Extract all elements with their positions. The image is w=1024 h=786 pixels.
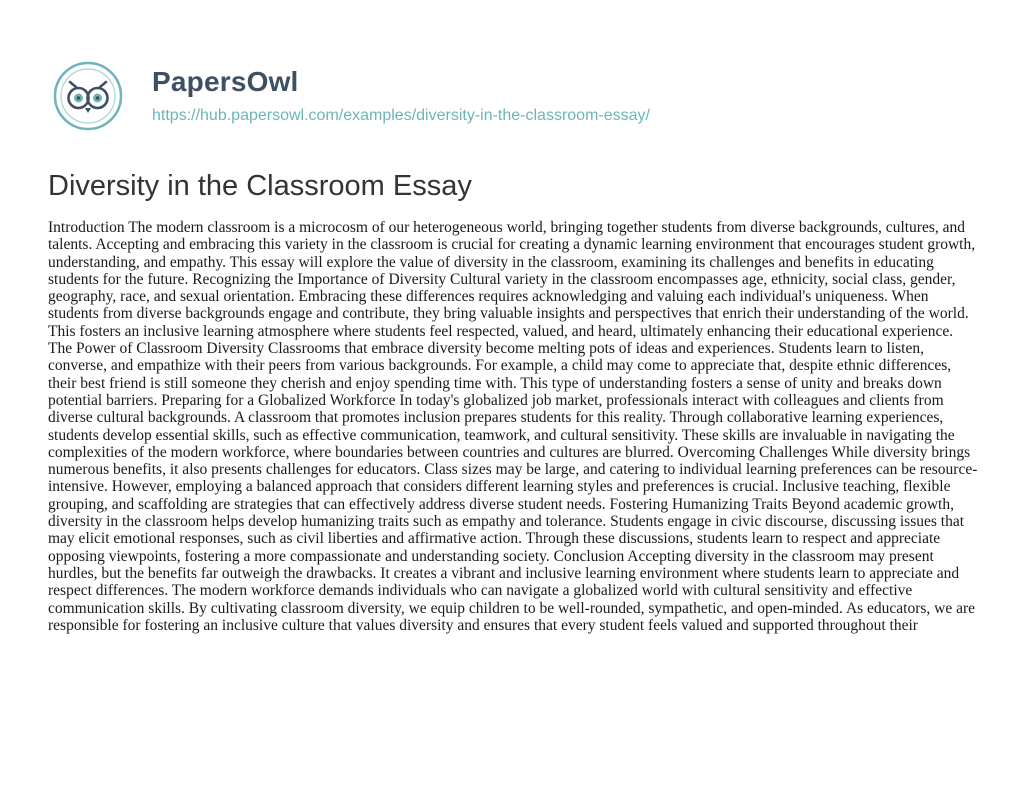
brand-block bbox=[152, 66, 650, 126]
owl-logo-icon[interactable] bbox=[48, 60, 128, 132]
brand-name[interactable]: PapersOwl bbox=[152, 66, 299, 97]
essay-title: Diversity in the Classroom Essay bbox=[48, 170, 472, 202]
essay-body: Introduction The modern classroom is a microcosm of our heterogeneous world, bringing together students from diverse backgrounds, cultures, and talents. Accepting and embracing this variety in the classroom is crucial for creating a dynamic learning environment that encourages student growth, understanding, and empathy. This essay will explore the value of diversity in the classroom, examining its challenges and benefits in educating students for the future. Recognizing the Importance of Diversity Cultural variety in the classroom encompasses age, ethnicity, social class, gender, geography, race, and sexual orientation. Embracing these differences requires acknowledging and valuing each individual's uniqueness. When students from diverse backgrounds engage and contribute, they bring valuable insights and perspectives that enrich their understanding of the world. This fosters an inclusive learning atmosphere where students feel respected, valued, and heard, ultimately enhancing their educational experience. The Power of Classroom Diversity Classrooms that embrace diversity become melting pots of ideas and experiences. Students learn to listen, converse, and empathize with their peers from various backgrounds. For example, a child may come to appreciate that, despite ethnic differences, their best friend is still someone they cherish and enjoy spending time with. This type of understanding fosters a sense of unity and breaks down potential barriers. Preparing for a Globalized Workforce In today's globalized job market, professionals interact with colleagues and clients from diverse cultural backgrounds. A classroom that promotes inclusion prepares students for this reality. Through collaborative learning experiences, students develop essential skills, such as effective communication, teamwork, and cultural sensitivity. These skills are invaluable in navigating the complexities of the modern workforce, where boundaries between countries and cultures are blurred. Overcoming Challenges While diversity brings numerous benefits, it also presents challenges for educators. Class sizes may be large, and catering to individual learning preferences can be resource-intensive. However, employing a balanced approach that considers different learning styles and preferences is crucial. Inclusive teaching, flexible grouping, and scaffolding are strategies that can effectively address diverse student needs. Fostering Humanizing Traits Beyond academic growth, diversity in the classroom helps develop humanizing traits such as empathy and tolerance. Students engage in civic discourse, discussing issues that may elicit emotional responses, such as civil liberties and affirmative action. Through these discussions, students learn to respect and appreciate opposing viewpoints, fostering a more compassionate and understanding society. Conclusion Accepting diversity in the classroom may present hurdles, but the benefits far outweigh the drawbacks. It creates a vibrant and inclusive learning environment where students learn to appreciate and respect differences. The modern workforce demands individuals who can navigate a globalized world with cultural sensitivity and effective communication skills. By cultivating classroom diversity, we equip children to be well-rounded, sympathetic, and open-minded. As educators, we are responsible for fostering an inclusive culture that values diversity and ensures that every student feels valued and supported throughout their bbox=[48, 219, 978, 634]
site-header bbox=[48, 60, 650, 132]
source-url-link[interactable]: https://hub.papersowl.com/examples/diversity-in-the-classroom-essay/ bbox=[152, 107, 650, 124]
